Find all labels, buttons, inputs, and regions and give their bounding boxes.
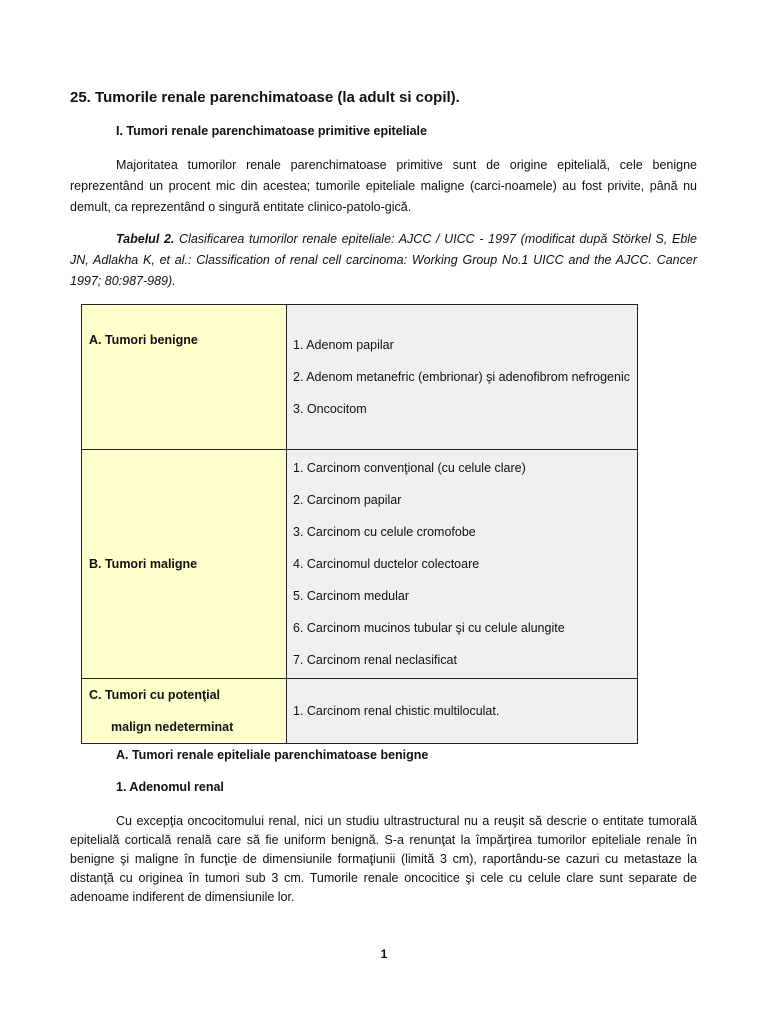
table-caption <box>70 229 697 292</box>
section-heading-benign-tumors: A. Tumori renale epiteliale parenchimatoase benigne <box>116 748 429 762</box>
table-row-benign <box>82 305 638 450</box>
list-item: 1. Carcinom convenţional (cu celule clare) <box>293 460 526 475</box>
list-item: 2. Adenom metanefric (embrionar) şi adenofibrom nefrogenic <box>293 369 630 384</box>
table-caption-text: Clasificarea tumorilor renale epiteliale: AJCC / UICC - 1997 (modificat după Störkel S, Eble JN, Adlakha K, et al.: Classification of renal cell carcinoma: Working Group No.1 UICC and the AJCC. Cancer 1997; 80:987-989). <box>70 232 698 288</box>
list-item: 3. Oncocitom <box>293 401 367 416</box>
items-cell-undetermined <box>287 679 638 744</box>
category-label: A. Tumori benigne <box>89 333 198 347</box>
intro-paragraph: Majoritatea tumorilor renale parenchimatoase primitive sunt de origine epitelială, cele benigne reprezentând un procent mic din acestea; tumorile epiteliale maligne (carci-noamele) au fost privite, până nu demult, ca reprezentând o singură entitate clinico-patolo-gică. <box>70 158 697 214</box>
category-label-line1: C. Tumori cu potenţial <box>89 688 221 702</box>
section-heading-primary-epithelial: I. Tumori renale parenchimatoase primitive epiteliale <box>116 124 427 138</box>
adenoma-paragraph: Cu excepţia oncocitomului renal, nici un studiu ultrastructural nu a reuşit să descrie o entitate tumorală epitelială corticală renală care să fie uniform benignă. S-a renunţat la împărţirea tumorilor epiteliale renale în benigne şi maligne în funcţie de dimensiunile formaţiunii (limită 3 cm), raportându-se cazuri cu metastaze la distanţă cu originea în tumori sub 3 cm. Tumorile renale oncocitice şi cele cu celule clare sunt separate de adenoame indiferent de dimensiunile lor. <box>70 814 697 904</box>
category-cell-benign <box>82 305 287 450</box>
category-cell-undetermined <box>82 679 287 744</box>
table-row-malignant <box>82 450 638 679</box>
items-cell-malignant <box>287 450 638 679</box>
table-row-undetermined <box>82 679 638 744</box>
list-item: 4. Carcinomul ductelor colectoare <box>293 556 480 571</box>
classification-table <box>81 304 638 744</box>
list-item: 6. Carcinom mucinos tubular şi cu celule alungite <box>293 620 565 635</box>
category-label: B. Tumori maligne <box>89 557 198 571</box>
list-item: 1. Carcinom renal chistic multiloculat. <box>293 703 500 718</box>
items-cell-benign <box>287 305 638 450</box>
list-item: 7. Carcinom renal neclasificat <box>293 652 457 667</box>
list-item: 5. Carcinom medular <box>293 588 410 603</box>
list-item: 1. Adenom papilar <box>293 337 394 352</box>
page-title: 25. Tumorile renale parenchimatoase (la adult si copil). <box>70 89 460 106</box>
list-item: 3. Carcinom cu celule cromofobe <box>293 524 476 539</box>
page-number: 1 <box>380 947 388 961</box>
category-cell-malignant <box>82 450 287 679</box>
table-caption-label: Tabelul 2. <box>116 232 175 246</box>
category-label-line2: malign nedeterminat <box>111 720 234 734</box>
subsection-heading-renal-adenoma: 1. Adenomul renal <box>116 780 224 794</box>
list-item: 2. Carcinom papilar <box>293 492 402 507</box>
